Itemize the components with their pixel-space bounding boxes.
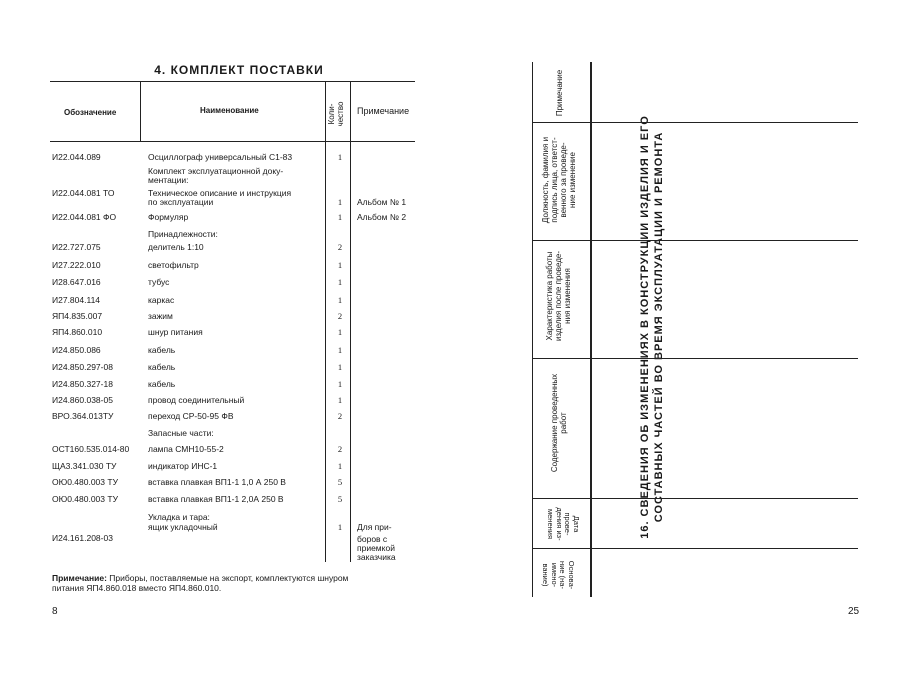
row-name: кабель (148, 345, 176, 355)
row-qty: 2 (337, 411, 343, 421)
row-qty: 5 (337, 477, 343, 487)
footnote-label: Примечание: (52, 573, 107, 583)
col-position: Должность, фамилия и подпись лица, ответст- венного за проведе- ние изменение (541, 136, 577, 224)
row-name: каркас (148, 295, 175, 305)
row-designation: И24.850.327-18 (52, 379, 113, 389)
row-note: Альбом № 1 (357, 197, 407, 207)
row-name: кабель (148, 379, 176, 389)
table-header-border (50, 141, 415, 142)
row-designation: И22.044.081 ФО (52, 212, 117, 222)
row-designation: ВРО.364.013ТУ (52, 411, 114, 421)
col-divider-3 (350, 82, 351, 562)
row-line-3 (532, 358, 858, 359)
row-line-4 (532, 498, 858, 499)
section-title: 4. КОМПЛЕКТ ПОСТАВКИ (154, 63, 324, 77)
row-line-2 (532, 240, 858, 241)
row-designation: И27.804.114 (52, 295, 101, 305)
row-designation: И24.860.038-05 (52, 395, 113, 405)
row-qty: 1 (337, 295, 343, 305)
row-designation: И27.222.010 (52, 260, 101, 270)
row-qty: 1 (337, 379, 343, 389)
row-qty: 1 (337, 152, 343, 162)
row-designation: ЩА3.341.030 ТУ (52, 461, 117, 471)
footnote (52, 573, 417, 593)
row-name: шнур питания (148, 327, 203, 337)
row-qty: 1 (337, 260, 343, 270)
row-designation: И22.044.081 ТО (52, 188, 115, 198)
row-name: Осциллограф универсальный С1-83 (148, 152, 293, 162)
row-name: Запасные части: (148, 428, 214, 438)
col-date: Дата прове- дения из- менения (546, 507, 581, 541)
footnote-line2: питания ЯП4.860.018 вместо ЯП4.860.010. (52, 583, 222, 593)
row-name: вставка плавкая ВП1-1 1,0 А 250 В (148, 477, 286, 487)
row-designation: ОСТ160.535.014-80 (52, 444, 130, 454)
row-qty: 1 (337, 212, 343, 222)
header-name: Наименование (200, 106, 259, 115)
row-name: Принадлежности: (148, 229, 218, 239)
right-page-number: 25 (848, 606, 860, 617)
right-page-title (638, 47, 666, 607)
row-designation: И24.161.208-03 (52, 533, 113, 543)
row-name: светофильтр (148, 260, 199, 270)
row-qty: 1 (337, 327, 343, 337)
col-characteristic: Характеристика работы изделия после проведе- ния изменения (545, 250, 572, 342)
table-top-border (50, 81, 415, 82)
row-qty: 1 (337, 277, 343, 287)
row-name: провод соединительный (148, 395, 245, 405)
header-note: Примечание (357, 106, 410, 116)
row-note: Для при- (357, 522, 392, 532)
right-col-line-b (590, 62, 592, 597)
row-name: индикатор ИНС-1 (148, 461, 218, 471)
row-designation: ОЮ0.480.003 ТУ (52, 494, 118, 504)
row-designation: И22.727.075 (52, 242, 101, 252)
row-qty: 1 (337, 395, 343, 405)
row-designation: ЯП4.860.010 (52, 327, 103, 337)
col-content: Содержание проведенных работ (550, 373, 568, 473)
row-note: Альбом № 2 (357, 212, 407, 222)
row-name: Формуляр (148, 212, 189, 222)
row-qty: 1 (337, 345, 343, 355)
row-designation: ОЮ0.480.003 ТУ (52, 477, 118, 487)
row-name: по эксплуатации (148, 197, 214, 207)
header-qty: Коли- чество (327, 101, 345, 127)
row-name: Комплект эксплуатационной доку- (148, 166, 284, 176)
row-name: кабель (148, 362, 176, 372)
row-name: ментации: (148, 175, 189, 185)
row-qty: 1 (337, 362, 343, 372)
row-name: переход СР-50-95 ФВ (148, 411, 234, 421)
footnote-line1: Приборы, поставляемые на экспорт, комплектуются шнуром (106, 573, 349, 583)
row-qty: 2 (337, 444, 343, 454)
right-title-line2: СОСТАВНЫХ ЧАСТЕЙ ВО ВРЕМЯ ЭКСПЛУАТАЦИИ И РЕМОНТА (653, 131, 665, 523)
row-name: вставка плавкая ВП1-1 2,0А 250 В (148, 494, 284, 504)
row-name: делитель 1:10 (148, 242, 204, 252)
row-qty: 1 (337, 461, 343, 471)
col-divider-1 (140, 82, 141, 142)
row-line-5 (532, 548, 858, 549)
header-designation: Обозначение (64, 108, 117, 117)
col-note: Примечание (555, 69, 564, 117)
row-designation: И24.850.297-08 (52, 362, 113, 372)
col-basis: Основа- ние (на- имено- вание) (541, 560, 576, 590)
row-designation: И24.850.086 (52, 345, 101, 355)
row-qty: 1 (337, 522, 343, 532)
row-note: заказчика (357, 552, 396, 562)
right-col-line-a (532, 62, 533, 597)
right-title-line1: 16. СВЕДЕНИЯ ОБ ИЗМЕНЕНИЯХ В КОНСТРУКЦИИ ИЗДЕЛИЯ И ЕГО (639, 115, 651, 539)
row-qty: 5 (337, 494, 343, 504)
row-qty: 1 (337, 197, 343, 207)
row-note: приемкой (357, 543, 395, 553)
row-qty: 2 (337, 311, 343, 321)
row-designation: И22.044.089 (52, 152, 101, 162)
row-note: боров с (357, 534, 388, 544)
row-qty: 2 (337, 242, 343, 252)
row-name: Техническое описание и инструкция (148, 188, 292, 198)
row-name: зажим (148, 311, 173, 321)
row-name: тубус (148, 277, 170, 287)
row-designation: И28.647.016 (52, 277, 101, 287)
row-name: Укладка и тара: (148, 512, 210, 522)
row-name: лампа СМН10-55-2 (148, 444, 224, 454)
row-name: ящик укладочный (148, 522, 218, 532)
row-designation: ЯП4.835.007 (52, 311, 103, 321)
col-divider-2 (325, 82, 326, 562)
left-page-number: 8 (52, 606, 58, 617)
